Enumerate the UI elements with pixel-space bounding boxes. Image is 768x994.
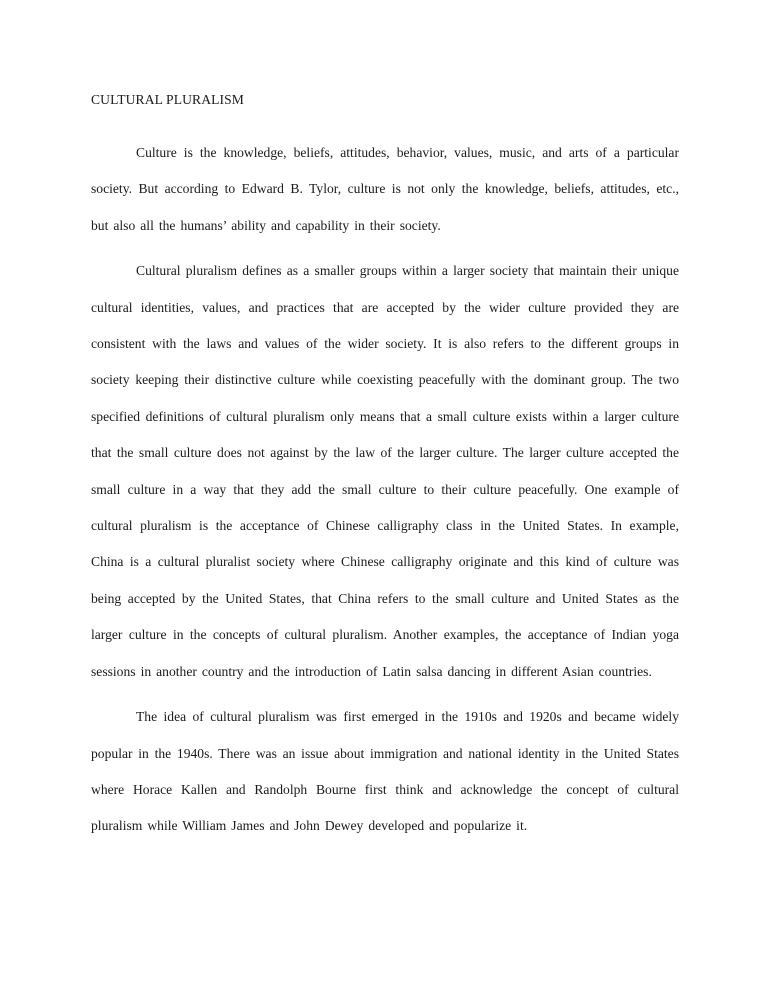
paragraph-pluralism-definition: Cultural pluralism defines as a smaller groups within a larger society that maintain their unique cultural identities, values, and practices that are accepted by the wider culture provided they are consistent with the laws and values of the wider society. It is also refers to the different groups in society keeping their distinctive culture while coexisting peacefully with the dominant group. The two specified definitions of cultural pluralism only means that a small culture exists within a larger culture that the small culture does not against by the law of the larger culture. The larger culture accepted the small culture in a way that they add the small culture to their culture peacefully. One example of cultural pluralism is the acceptance of Chinese calligraphy class in the United States. In example, China is a cultural pluralist society where Chinese calligraphy originate and this kind of culture was being accepted by the United States, that China refers to the small culture and United States as the larger culture in the concepts of cultural pluralism. Another examples, the acceptance of Indian yoga sessions in another country and the introduction of Latin salsa dancing in different Asian countries. [91,263,679,679]
document-title: CULTURAL PLURALISM [91,92,244,107]
paragraph-pluralism-history: The idea of cultural pluralism was first emerged in the 1910s and 1920s and became widely popular in the 1940s. There was an issue about immigration and national identity in the United States where Horace Kallen and Randolph Bourne first think and acknowledge the concept of cultural pluralism while William James and John Dewey developed and popularize it. [91,709,679,834]
document-body [91,135,679,845]
paragraph-culture-definition: Culture is the knowledge, beliefs, attitudes, behavior, values, music, and arts of a particular society. But according to Edward B. Tylor, culture is not only the knowledge, beliefs, attitudes, etc., but also all the humans’ ability and capability in their society. [91,145,679,233]
